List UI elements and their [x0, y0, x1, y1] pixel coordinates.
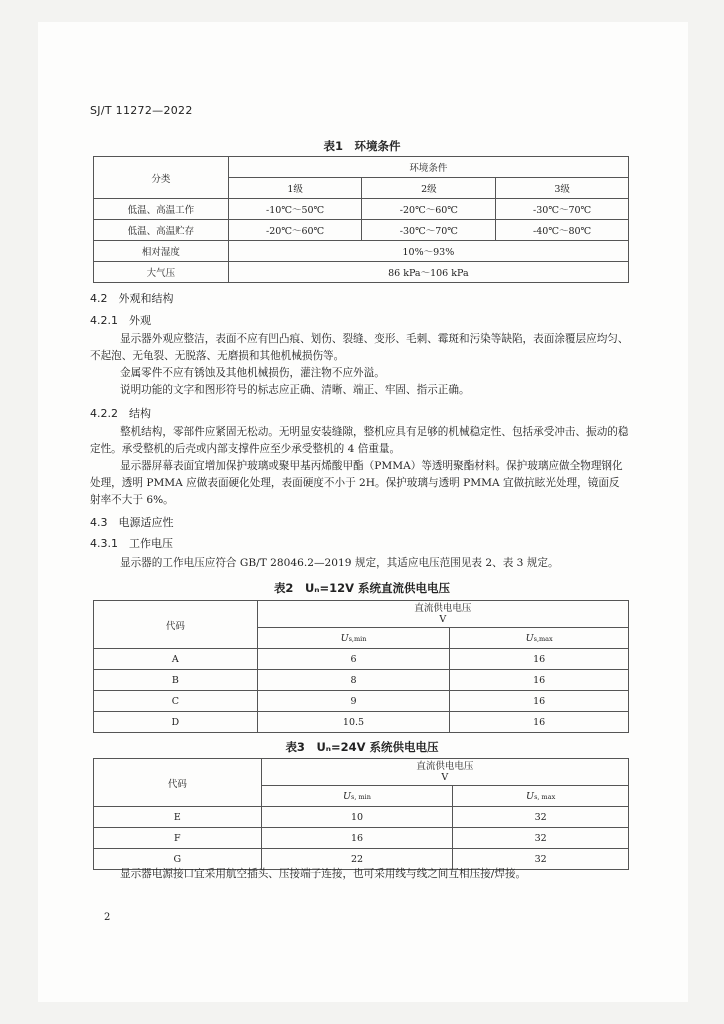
table1-header-group: 环境条件: [228, 157, 628, 178]
table2-caption: 表2 Uₙ=12V 系统直流供电电压: [273, 581, 451, 595]
unit-label: V: [439, 614, 447, 625]
environment-table: [93, 156, 629, 283]
table1-caption: 表1 环境条件: [323, 139, 401, 153]
table-row: F 16 32: [94, 828, 629, 849]
section-4-3-1-heading: 4.3.1 工作电压: [90, 537, 173, 550]
table-row: [94, 241, 629, 262]
row-label: 相对湿度: [94, 241, 229, 262]
paragraph: 说明功能的文字和图形符号的标志应正确、清晰、端正、牢固、指示正确。: [120, 384, 470, 396]
table3-header-max: Us, max: [453, 786, 629, 807]
table3-header-min: Us, min: [261, 786, 453, 807]
table-row: [94, 199, 629, 220]
cell: 10%～93%: [228, 241, 628, 262]
section-4-2-heading: 4.2 外观和结构: [90, 292, 174, 305]
table1-level-3: 3级: [496, 178, 629, 199]
group-label: 直流供电电压: [414, 603, 472, 614]
table-row: G 22 32: [94, 849, 629, 870]
cell: -20℃～60℃: [362, 199, 496, 220]
section-4-2-2-heading: 4.2.2 结构: [90, 407, 151, 420]
cell: 86 kPa～106 kPa: [228, 262, 628, 283]
table1-level-1: 1级: [228, 178, 362, 199]
table2-header-code: 代码: [94, 601, 258, 649]
row-label: 低温、高温贮存: [94, 220, 229, 241]
table-row: D 10.5 16: [94, 712, 629, 733]
table-row: C 9 16: [94, 691, 629, 712]
table1-level-2: 2级: [362, 178, 496, 199]
table1-header-category: 分类: [94, 157, 229, 199]
cell: -30℃～70℃: [496, 199, 629, 220]
table-row: E 10 32: [94, 807, 629, 828]
table2-header-group: [257, 601, 628, 628]
paragraph: 显示器电源接口宜采用航空插头、压接端子连接，也可采用线与线之间互相压接/焊接。: [120, 868, 527, 880]
cell: -30℃～70℃: [362, 220, 496, 241]
paragraph: 显示器屏幕表面宜增加保护玻璃或聚甲基丙烯酸甲酯（PMMA）等透明聚酯材料。保护玻璃应做全物理钢化处理，透明 PMMA 应做表面硬化处理，表面硬度不小于 2H。保护玻璃与透明 PMMA 宜做抗眩光处理，镜面反射率不大于 6%。: [90, 460, 623, 506]
standard-header: SJ/T 11272—2022: [90, 104, 193, 117]
cell: -10℃～50℃: [228, 199, 362, 220]
paragraph: 显示器的工作电压应符合 GB/T 28046.2—2019 规定，其适应电压范围见表 2、表 3 规定。: [120, 557, 559, 569]
voltage-12v-table: [93, 600, 629, 733]
group-label: 直流供电电压: [416, 761, 474, 772]
table-row: A 6 16: [94, 649, 629, 670]
voltage-24v-table: [93, 758, 629, 870]
paragraph: 显示器外观应整洁，表面不应有凹凸痕、划伤、裂缝、变形、毛刺、霉斑和污染等缺陷，表面涂覆层应均匀、不起泡、无龟裂、无脱落、无磨损和其他机械损伤等。: [90, 333, 629, 362]
section-4-2-1-heading: 4.2.1 外观: [90, 314, 151, 327]
row-label: 大气压: [94, 262, 229, 283]
table-row: B 8 16: [94, 670, 629, 691]
page-number: 2: [104, 912, 111, 923]
cell: -20℃～60℃: [228, 220, 362, 241]
paragraph: 整机结构，零部件应紧固无松动。无明显安装缝隙，整机应具有足够的机械稳定性、包括承受冲击、振动的稳定性。承受整机的后壳或内部支撑件应至少承受整机的 4 倍重量。: [90, 426, 629, 455]
paragraph: 金属零件不应有锈蚀及其他机械损伤，灌注物不应外溢。: [120, 367, 385, 379]
table3-header-group: [261, 759, 628, 786]
table-row: [94, 262, 629, 283]
table3-header-code: 代码: [94, 759, 262, 807]
row-label: 低温、高温工作: [94, 199, 229, 220]
section-4-3-heading: 4.3 电源适应性: [90, 516, 174, 529]
table2-header-max: Us,max: [450, 628, 629, 649]
table3-caption: 表3 Uₙ=24V 系统供电电压: [285, 740, 439, 754]
table-row: [94, 220, 629, 241]
cell: -40℃～80℃: [496, 220, 629, 241]
table2-header-min: Us,min: [257, 628, 450, 649]
unit-label: V: [441, 772, 449, 783]
